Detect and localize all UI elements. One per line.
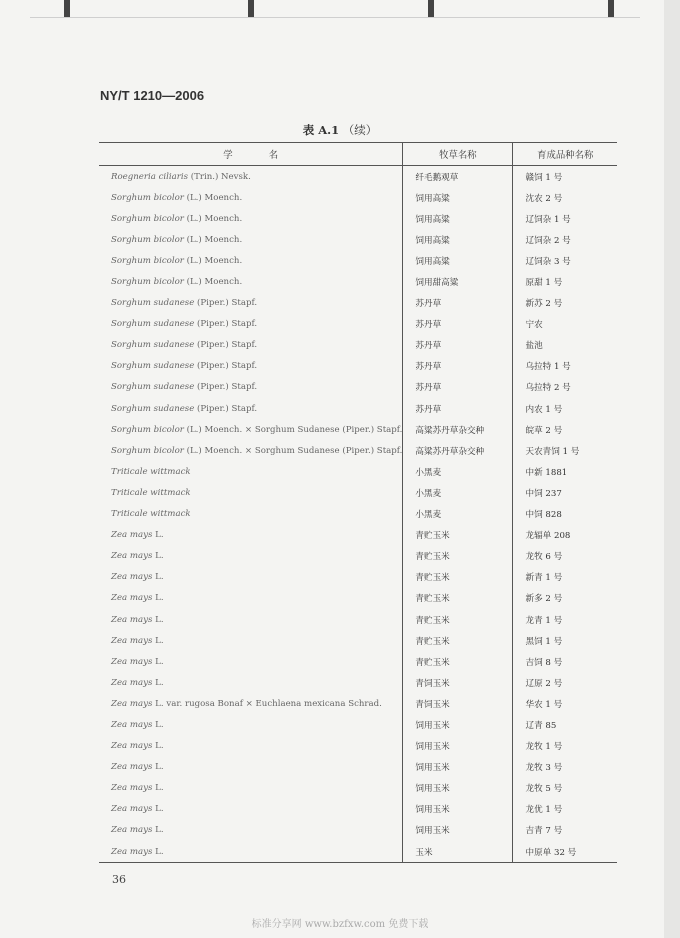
cultivar-name-cell: 天农青饲 1 号 (525, 446, 580, 457)
table-row (99, 335, 617, 356)
forage-name-cell: 苏丹草 (403, 335, 513, 356)
cultivar-name-cell: 龙辐单 208 (525, 531, 571, 542)
scientific-name-cell: Zea mays L. (99, 714, 403, 735)
table-row (99, 799, 617, 820)
forage-name-cell: 饲用高粱 (403, 187, 513, 208)
forage-name-cell: 青贮玉米 (403, 609, 513, 630)
cultivar-name-cell: 乌拉特 2 号 (525, 383, 571, 394)
scan-mark (608, 0, 614, 18)
cultivar-name-cell: 龙牧 6 号 (525, 552, 563, 563)
scientific-name-cell: Triticale wittmack (99, 504, 403, 525)
table-row (99, 356, 617, 377)
scientific-name-cell: Zea mays L. (99, 630, 403, 651)
scientific-name-cell: Sorghum sudanese (Piper.) Stapf. (99, 314, 403, 335)
forage-name-cell: 苏丹草 (403, 293, 513, 314)
cultivar-name-cell: 辽饲杂 2 号 (525, 235, 571, 246)
cultivar-name-cell: 龙青 1 号 (525, 615, 563, 626)
cultivar-name-cell: 宁农 (525, 320, 543, 331)
table-row (99, 588, 617, 609)
cultivar-name-cell: 龙牧 1 号 (525, 742, 563, 753)
table-title-continued: （续） (342, 123, 378, 137)
standard-number: NY/T 1210—2006 (100, 88, 205, 103)
forage-name-cell: 苏丹草 (403, 356, 513, 377)
cultivar-name-cell: 龙牧 3 号 (525, 763, 563, 774)
cultivar-name-cell: 皖草 2 号 (525, 425, 563, 436)
scientific-name-cell: Sorghum sudanese (Piper.) Stapf. (99, 398, 403, 419)
table-row (99, 609, 617, 630)
table-row (99, 693, 617, 714)
table-row (99, 482, 617, 503)
cultivar-name-cell: 新多 2 号 (525, 594, 563, 605)
forage-name-cell: 苏丹草 (403, 314, 513, 335)
scientific-name-cell: Zea mays L. (99, 736, 403, 757)
cultivar-name-cell: 吉青 7 号 (525, 826, 563, 837)
forage-name-cell: 苏丹草 (403, 398, 513, 419)
forage-name-cell: 小黑麦 (403, 504, 513, 525)
table-row (99, 504, 617, 525)
forage-name-cell: 饲用高粱 (403, 208, 513, 229)
forage-name-cell: 纤毛鹅观草 (403, 166, 513, 188)
forage-name-cell: 饲用玉米 (403, 736, 513, 757)
forage-name-cell: 饲用玉米 (403, 778, 513, 799)
forage-name-cell: 高粱苏丹草杂交种 (403, 440, 513, 461)
scan-right-edge (664, 0, 680, 938)
scientific-name-cell: Zea mays L. (99, 757, 403, 778)
table-row (99, 229, 617, 250)
table-row (99, 187, 617, 208)
cultivar-name-cell: 乌拉特 1 号 (525, 362, 571, 373)
cultivar-name-cell: 龙优 1 号 (525, 805, 563, 816)
cultivar-name-cell: 内农 1 号 (525, 404, 563, 415)
scan-line (30, 17, 640, 18)
table-row (99, 293, 617, 314)
table-row (99, 651, 617, 672)
cultivar-name-cell: 沈农 2 号 (525, 193, 563, 204)
table-row (99, 778, 617, 799)
cultivar-name-cell: 赣饲 1 号 (525, 172, 563, 183)
forage-name-cell: 青贮玉米 (403, 546, 513, 567)
cultivar-name-cell: 中饲 828 (525, 510, 562, 521)
cultivar-name-cell: 辽饲杂 1 号 (525, 214, 571, 225)
forage-name-cell: 饲用甜高粱 (403, 271, 513, 292)
forage-name-cell: 青贮玉米 (403, 630, 513, 651)
forage-name-cell: 苏丹草 (403, 377, 513, 398)
forage-name-cell: 青贮玉米 (403, 525, 513, 546)
table-row (99, 271, 617, 292)
scientific-name-cell: Sorghum sudanese (Piper.) Stapf. (99, 377, 403, 398)
table-row (99, 630, 617, 651)
forage-name-cell: 饲用高粱 (403, 229, 513, 250)
table-row (99, 567, 617, 588)
table-row (99, 672, 617, 693)
forage-name-cell: 青饲玉米 (403, 672, 513, 693)
scientific-name-cell: Sorghum sudanese (Piper.) Stapf. (99, 356, 403, 377)
col-header-forage-name: 牧草名称 (403, 143, 513, 166)
cultivar-name-cell: 中新 1881 (525, 467, 568, 478)
scientific-name-cell: Sorghum bicolor (L.) Moench. × Sorghum Sudanese (Piper.) Stapf. (99, 440, 403, 461)
table-row (99, 525, 617, 546)
table-row (99, 398, 617, 419)
table-row (99, 440, 617, 461)
cultivar-name-cell: 新青 1 号 (525, 573, 563, 584)
forage-name-cell: 玉米 (403, 841, 513, 863)
table-row (99, 714, 617, 735)
cultivar-name-cell: 新苏 2 号 (525, 299, 563, 310)
scientific-name-cell: Zea mays L. (99, 609, 403, 630)
cultivar-name-cell: 辽饲杂 3 号 (525, 256, 571, 267)
table-title-main: 表 A.1 (302, 123, 340, 137)
scientific-name-cell: Roegneria ciliaris (Trin.) Nevsk. (99, 166, 403, 188)
forage-name-cell: 青贮玉米 (403, 567, 513, 588)
scientific-name-cell: Zea mays L. (99, 799, 403, 820)
cultivar-name-cell: 辽青 85 (525, 720, 557, 731)
table-row (99, 757, 617, 778)
table-row (99, 461, 617, 482)
cultivar-name-cell: 华农 1 号 (525, 699, 563, 710)
table-row (99, 166, 617, 188)
cultivar-name-cell: 中饲 237 (525, 488, 562, 499)
table-row (99, 314, 617, 335)
scientific-name-cell: Zea mays L. (99, 778, 403, 799)
scientific-name-cell: Triticale wittmack (99, 461, 403, 482)
table-row (99, 250, 617, 271)
cultivar-name-cell: 中原单 32 号 (525, 847, 577, 858)
scientific-name-cell: Zea mays L. (99, 841, 403, 863)
cultivar-name-cell: 原甜 1 号 (525, 278, 563, 289)
col-header-cultivar-name: 育成品种名称 (513, 143, 617, 166)
scientific-name-cell: Sorghum bicolor (L.) Moench. (99, 271, 403, 292)
footer-watermark: 标准分享网 www.bzfxw.com 免费下载 (251, 919, 429, 930)
table-row (99, 820, 617, 841)
forage-name-cell: 小黑麦 (403, 461, 513, 482)
table-row (99, 419, 617, 440)
scan-mark (428, 0, 434, 18)
table-row (99, 208, 617, 229)
col-header-scientific-name: 学 名 (99, 143, 403, 166)
scan-mark (248, 0, 254, 18)
scientific-name-cell: Triticale wittmack (99, 482, 403, 503)
forage-name-cell: 饲用玉米 (403, 757, 513, 778)
scientific-name-cell: Sorghum sudanese (Piper.) Stapf. (99, 293, 403, 314)
forage-name-cell: 青贮玉米 (403, 651, 513, 672)
scientific-name-cell: Zea mays L. (99, 567, 403, 588)
scientific-name-cell: Sorghum bicolor (L.) Moench. (99, 187, 403, 208)
forage-name-cell: 青饲玉米 (403, 693, 513, 714)
page-number: 36 (112, 873, 126, 886)
scientific-name-cell: Zea mays L. (99, 651, 403, 672)
scientific-name-cell: Sorghum bicolor (L.) Moench. (99, 208, 403, 229)
table-row (99, 736, 617, 757)
forage-name-cell: 高粱苏丹草杂交种 (403, 419, 513, 440)
scientific-name-cell: Zea mays L. (99, 546, 403, 567)
scientific-name-cell: Zea mays L. (99, 672, 403, 693)
scientific-name-cell: Zea mays L. (99, 525, 403, 546)
scientific-name-cell: Zea mays L. (99, 588, 403, 609)
table-row (99, 546, 617, 567)
table-row (99, 841, 617, 863)
forage-name-cell: 小黑麦 (403, 482, 513, 503)
cultivar-name-cell: 龙牧 5 号 (525, 784, 563, 795)
forage-name-cell: 饲用玉米 (403, 820, 513, 841)
scan-top-edge (0, 0, 680, 20)
scientific-name-cell: Zea mays L. var. rugosa Bonaf × Euchlaena mexicana Schrad. (99, 693, 403, 714)
cultivar-name-cell: 盐池 (525, 341, 543, 352)
cultivar-table (99, 142, 617, 863)
scientific-name-cell: Sorghum sudanese (Piper.) Stapf. (99, 335, 403, 356)
forage-name-cell: 饲用高粱 (403, 250, 513, 271)
forage-name-cell: 饲用玉米 (403, 799, 513, 820)
scan-mark (64, 0, 70, 18)
forage-name-cell: 饲用玉米 (403, 714, 513, 735)
scientific-name-cell: Sorghum bicolor (L.) Moench. (99, 250, 403, 271)
cultivar-name-cell: 辽原 2 号 (525, 678, 563, 689)
cultivar-name-cell: 吉饲 8 号 (525, 657, 563, 668)
scientific-name-cell: Sorghum bicolor (L.) Moench. × Sorghum Sudanese (Piper.) Stapf. (99, 419, 403, 440)
scientific-name-cell: Sorghum bicolor (L.) Moench. (99, 229, 403, 250)
cultivar-name-cell: 黑饲 1 号 (525, 636, 563, 647)
forage-name-cell: 青贮玉米 (403, 588, 513, 609)
table-header-row (99, 143, 617, 166)
scientific-name-cell: Zea mays L. (99, 820, 403, 841)
table-row (99, 377, 617, 398)
table-title (0, 122, 680, 138)
